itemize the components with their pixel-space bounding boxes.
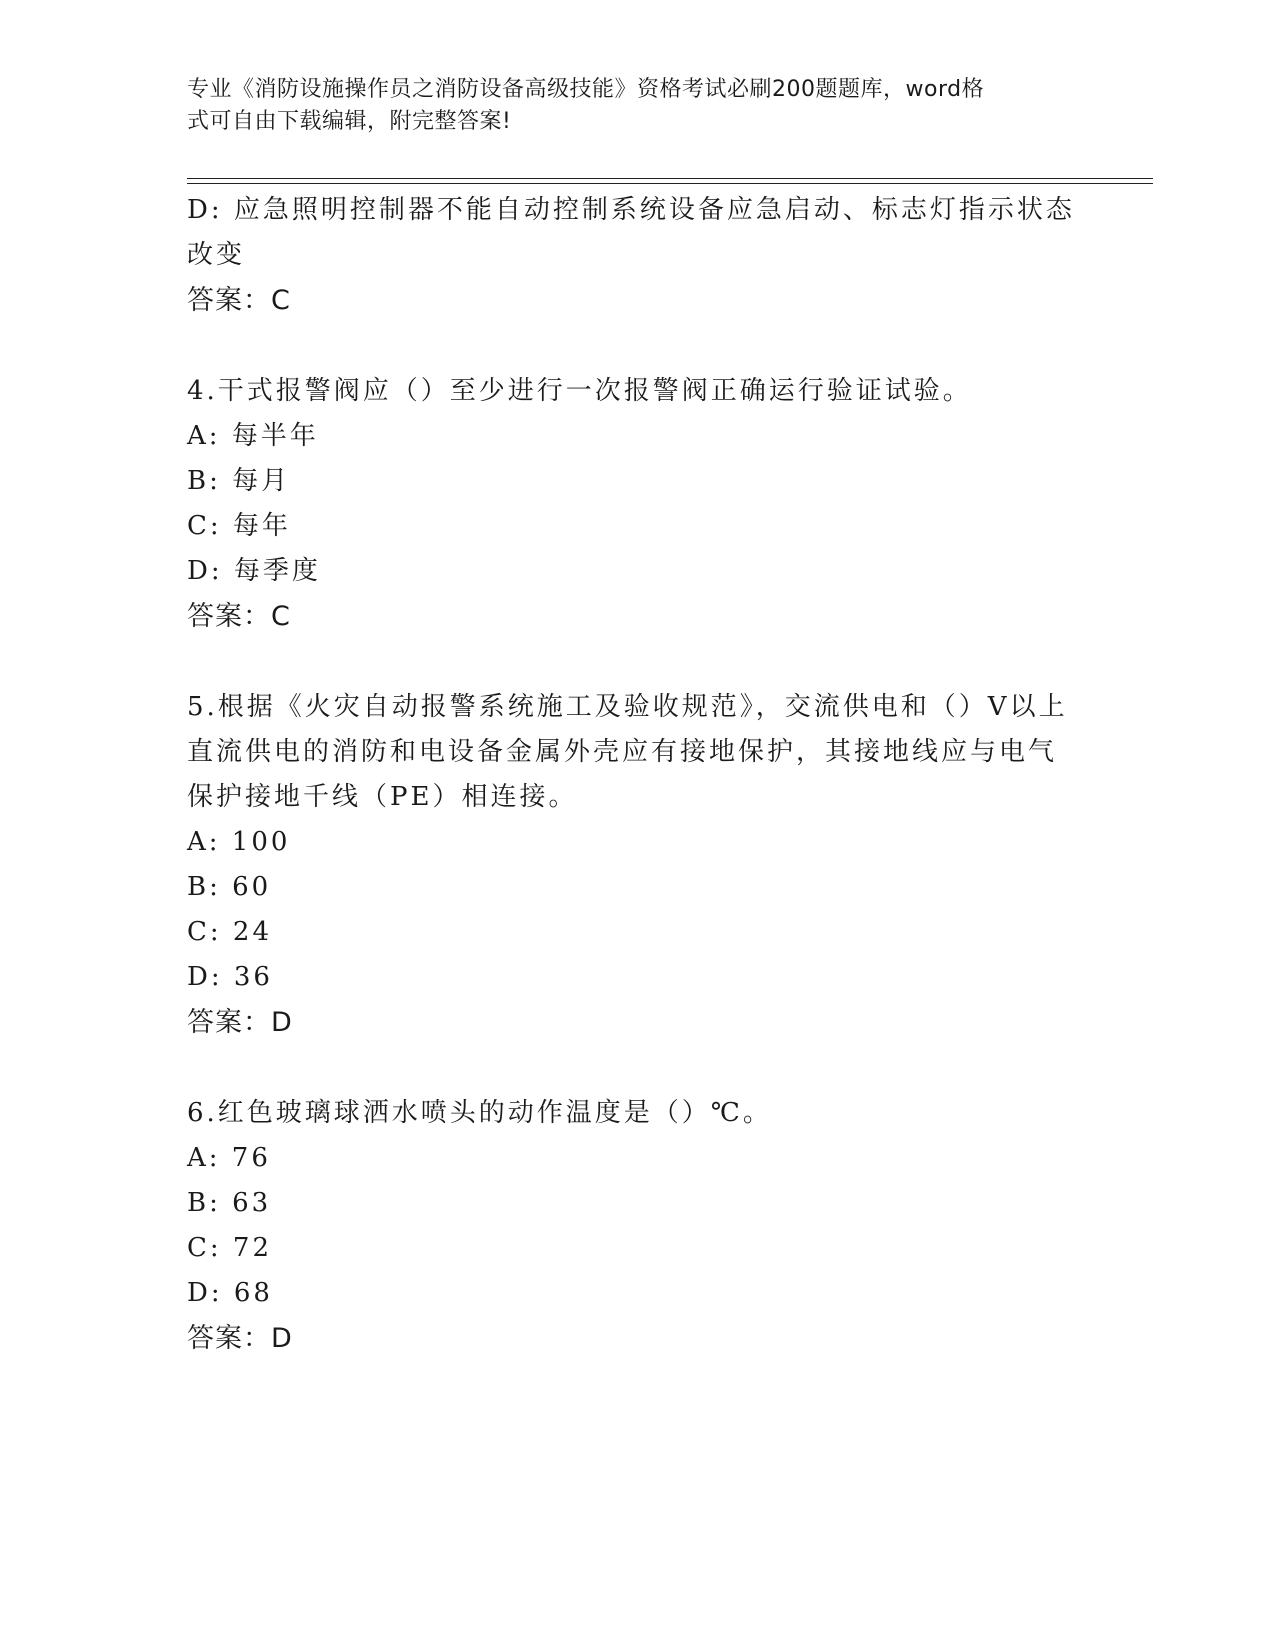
option-c: C: 24 bbox=[187, 917, 273, 947]
spacer bbox=[187, 639, 1087, 685]
question-4 bbox=[187, 369, 1087, 639]
answer: 答案：C bbox=[187, 285, 291, 316]
header-divider-top bbox=[187, 178, 1153, 179]
document-header bbox=[187, 74, 1077, 138]
option-a: A: 76 bbox=[187, 1143, 271, 1173]
answer: 答案：D bbox=[187, 1007, 293, 1038]
answer: 答案：D bbox=[187, 1323, 293, 1354]
question-stem: 6.红色玻璃球洒水喷头的动作温度是（）℃。 bbox=[187, 1098, 772, 1128]
spacer bbox=[187, 323, 1087, 369]
option-d: D: 68 bbox=[187, 1278, 273, 1308]
answer: 答案：C bbox=[187, 601, 291, 632]
question-stem: 5.根据《火灾自动报警系统施工及验收规范》，交流供电和（）V以上 bbox=[187, 692, 1068, 722]
option-a: A: 每半年 bbox=[187, 421, 319, 451]
question-stem: 4.干式报警阀应（）至少进行一次报警阀正确运行验证试验。 bbox=[187, 376, 972, 406]
spacer bbox=[187, 1045, 1087, 1091]
option-d-line-1: D: 应急照明控制器不能自动控制系统设备应急启动、标志灯指示状态 bbox=[187, 195, 1075, 225]
option-d-line-2: 改变 bbox=[187, 240, 246, 270]
question-5 bbox=[187, 685, 1087, 1045]
option-d: D: 36 bbox=[187, 962, 273, 992]
question-6 bbox=[187, 1091, 1087, 1361]
option-d: D: 每季度 bbox=[187, 556, 321, 586]
option-b: B: 每月 bbox=[187, 466, 291, 496]
option-c: C: 72 bbox=[187, 1233, 273, 1263]
question-stem: 保护接地千线（PE）相连接。 bbox=[187, 782, 578, 812]
question-stem: 直流供电的消防和电设备金属外壳应有接地保护，其接地线应与电气 bbox=[187, 737, 1058, 767]
header-line-1: 专业《消防设施操作员之消防设备高级技能》资格考试必刷200题题库，word格 bbox=[187, 77, 985, 102]
option-a: A: 100 bbox=[187, 827, 291, 857]
option-b: B: 63 bbox=[187, 1188, 272, 1218]
question-content bbox=[187, 188, 1087, 1361]
option-c: C: 每年 bbox=[187, 511, 291, 541]
header-line-2: 式可自由下载编辑，附完整答案! bbox=[187, 109, 512, 134]
option-b: B: 60 bbox=[187, 872, 272, 902]
header-divider-bottom bbox=[187, 183, 1153, 184]
